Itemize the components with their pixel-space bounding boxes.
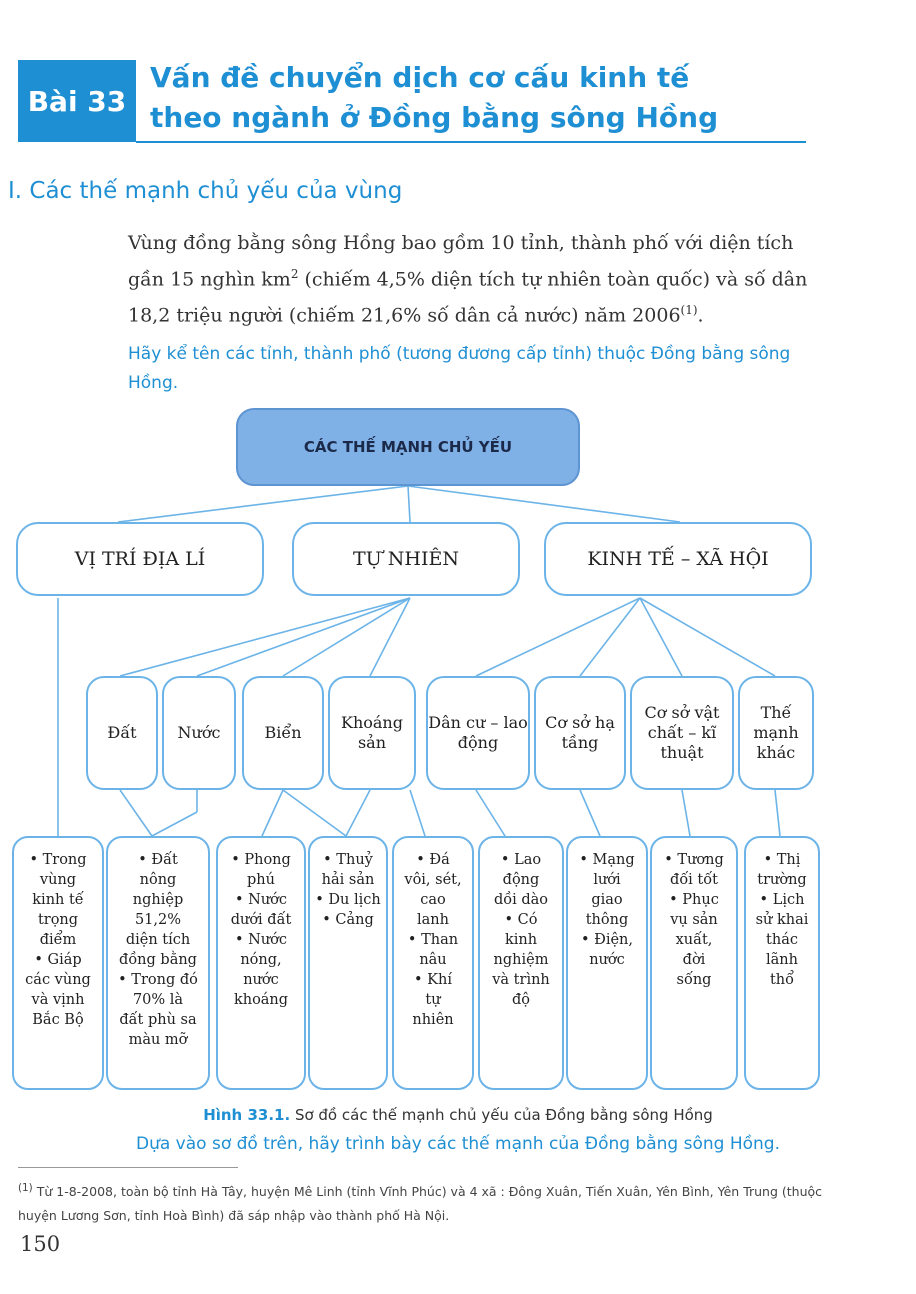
leaf-line: vùng	[39, 872, 77, 888]
paragraph-text-1: Vùng đồng bằng sông Hồng bao gồm 10 tỉnh, thành phố với diện tích gần 15 nghìn km	[128, 232, 794, 291]
section-question: Hãy kể tên các tỉnh, thành phố (tương đương cấp tỉnh) thuộc Đồng bằng sông Hồng.	[128, 344, 791, 393]
leaf-line: thông	[585, 912, 629, 928]
leaf-line: và vịnh	[31, 992, 85, 1008]
node-dat: Đất	[86, 676, 158, 790]
leaf-the-manh-khac	[744, 836, 820, 1090]
footnote-reference: (1)	[680, 303, 698, 318]
leaf-dan-cu	[478, 836, 564, 1090]
leaf-line: • Tương	[664, 852, 724, 868]
leaf-line: • Thuỷ	[323, 852, 373, 868]
leaf-line: • Mạng	[579, 852, 635, 868]
leaf-line: nghiệp	[132, 892, 184, 908]
leaf-line: kinh tế	[32, 892, 84, 908]
leaf-vat-chat-ki-thuat	[650, 836, 738, 1090]
leaf-line: nước	[589, 952, 625, 968]
leaf-line: vụ sản	[670, 912, 718, 928]
leaf-line: nghiệm	[493, 952, 549, 968]
footnote-marker: (1)	[18, 1182, 33, 1194]
node-dan-cu-lao-dong: Dân cư – lao động	[426, 676, 530, 790]
leaf-vi-tri	[12, 836, 104, 1090]
page-number: 150	[20, 1232, 61, 1256]
footnote	[18, 1176, 838, 1228]
leaf-line: kinh	[504, 932, 538, 948]
leaf-line: cao	[420, 892, 446, 908]
footnote-divider	[18, 1167, 238, 1168]
leaf-line: các vùng	[25, 972, 91, 988]
leaf-line: phú	[247, 872, 275, 888]
leaf-line: và trình	[492, 972, 550, 988]
leaf-line: màu mỡ	[128, 1032, 188, 1048]
leaf-line: trường	[757, 872, 807, 888]
leaf-line: nâu	[419, 952, 447, 968]
diagram-root-node: CÁC THẾ MẠNH CHỦ YẾU	[236, 408, 580, 486]
leaf-line: • Than	[407, 932, 459, 948]
leaf-line: diện tích	[125, 932, 191, 948]
node-co-so-ha-tang: Cơ sở hạ tầng	[534, 676, 626, 790]
lesson-title-line-1: Vấn đề chuyển dịch cơ cấu kinh tế	[150, 61, 690, 94]
node-vi-tri-dia-li: VỊ TRÍ ĐỊA LÍ	[16, 522, 264, 596]
leaf-line: • Lịch	[759, 892, 805, 908]
leaf-line: • Đất	[138, 852, 178, 868]
leaf-ha-tang	[566, 836, 648, 1090]
leaf-line: • Trong đó	[118, 972, 198, 988]
leaf-line: lãnh	[766, 952, 798, 968]
leaf-line: xuất,	[675, 932, 713, 948]
node-khoang-san: Khoáng sản	[328, 676, 416, 790]
leaf-line: thác	[766, 932, 798, 948]
leaf-line: điểm	[39, 932, 77, 948]
node-bien: Biển	[242, 676, 324, 790]
leaf-bien	[308, 836, 388, 1090]
leaf-line: đất phù sa	[119, 1012, 197, 1028]
leaf-dat-nuoc	[106, 836, 210, 1090]
leaf-line: đồng bằng	[119, 952, 197, 968]
leaf-line: • Trong	[29, 852, 87, 868]
lesson-title-line-2: theo ngành ở Đồng bằng sông Hồng	[150, 101, 719, 134]
leaf-line: lanh	[417, 912, 449, 928]
footnote-text: Từ 1-8-2008, toàn bộ tỉnh Hà Tây, huyện Mê Linh (tỉnh Vĩnh Phúc) và 4 xã : Đông Xuân, Tiến Xuân, Yên Bình, Yên Trung (thuộc huyện Lương Sơn, tỉnh Hoà Bình) đã sáp nhập vào thành phố Hà Nội.	[18, 1184, 823, 1224]
leaf-line: • Nước	[234, 892, 288, 908]
leaf-line: • Lao	[500, 852, 542, 868]
leaf-line: khoáng	[233, 992, 289, 1008]
leaf-line: Bắc Bộ	[32, 1012, 84, 1028]
leaf-line: dồi dào	[493, 892, 549, 908]
leaf-line: • Đá	[416, 852, 450, 868]
area-unit-superscript: 2	[290, 267, 299, 281]
leaf-line: • Phong	[231, 852, 291, 868]
leaf-line: • Thị	[763, 852, 801, 868]
leaf-line: nông	[139, 872, 177, 888]
figure-caption	[0, 1106, 916, 1124]
leaf-line: trọng	[37, 912, 79, 928]
figure-label: Hình 33.1.	[203, 1106, 291, 1124]
leaf-line: 70% là	[132, 992, 184, 1008]
leaf-line: hải sản	[321, 872, 375, 888]
leaf-line: • Giáp	[34, 952, 82, 968]
leaf-line: • Nước	[234, 932, 288, 948]
leaf-line: 51,2%	[134, 912, 182, 928]
leaf-line: nóng,	[240, 952, 282, 968]
figure-caption-text: Sơ đồ các thế mạnh chủ yếu của Đồng bằng sông Hồng	[290, 1106, 713, 1124]
node-nuoc: Nước	[162, 676, 236, 790]
leaf-line: • Du lịch	[315, 892, 381, 908]
leaf-line: động	[502, 872, 540, 888]
section-heading: I. Các thế mạnh chủ yếu của vùng	[8, 178, 403, 204]
leaf-line: • Khí	[414, 972, 452, 988]
leaf-line: độ	[511, 992, 530, 1008]
leaf-line: giao	[591, 892, 623, 908]
leaf-line: đối tốt	[670, 872, 718, 888]
node-kinh-te-xa-hoi: KINH TẾ – XÃ HỘI	[544, 522, 812, 596]
leaf-line: thổ	[769, 972, 795, 988]
leaf-line: sử khai	[755, 912, 809, 928]
node-the-manh-khac: Thế mạnh khác	[738, 676, 814, 790]
lesson-number-badge: Bài 33	[18, 60, 136, 142]
leaf-line: tự	[425, 992, 441, 1008]
leaf-line: sống	[676, 972, 712, 988]
paragraph-text-2: (chiếm 4,5% diện tích tự nhiên toàn quốc) và số dân 18,2 triệu người (chiếm 21,6% số dân cả nước) năm 2006	[128, 268, 808, 327]
leaf-line: dưới đất	[230, 912, 292, 928]
leaf-khoang-san	[392, 836, 474, 1090]
leaf-line: • Có	[504, 912, 538, 928]
leaf-line: • Phục	[669, 892, 719, 908]
node-tu-nhien: TỰ NHIÊN	[292, 522, 520, 596]
leaf-line: nhiên	[412, 1012, 454, 1028]
leaf-line: • Điện,	[580, 932, 634, 948]
leaf-line: lưới	[593, 872, 621, 888]
leaf-line: đời	[682, 952, 706, 968]
paragraph-end: .	[697, 304, 704, 327]
figure-question: Dựa vào sơ đồ trên, hãy trình bày các thế mạnh của Đồng bằng sông Hồng.	[136, 1134, 780, 1154]
leaf-line: • Cảng	[322, 912, 374, 928]
leaf-line: vôi, sét,	[404, 872, 462, 888]
leaf-nuoc	[216, 836, 306, 1090]
node-co-so-vat-chat-ki-thuat: Cơ sở vật chất – kĩ thuật	[630, 676, 734, 790]
leaf-line: nước	[243, 972, 279, 988]
